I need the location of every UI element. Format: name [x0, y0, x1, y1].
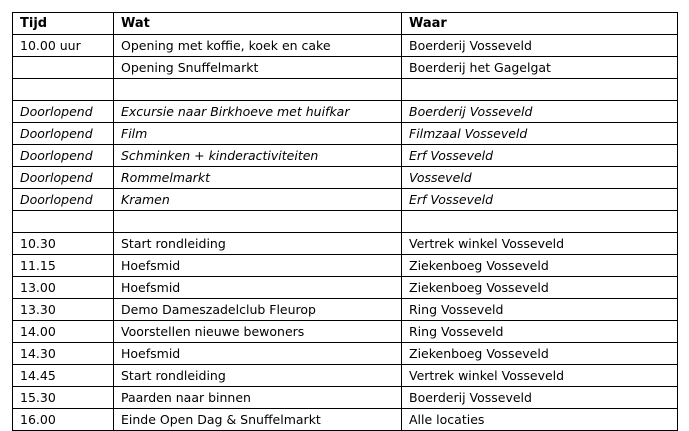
cell-where [402, 79, 678, 101]
table-row [13, 365, 678, 387]
cell-time: Doorlopend [13, 189, 114, 211]
cell-time [13, 79, 114, 101]
table-row [13, 233, 678, 255]
cell-what: Opening met koffie, koek en cake [114, 35, 402, 57]
table-row [13, 167, 678, 189]
cell-what: Film [114, 123, 402, 145]
table-row [13, 321, 678, 343]
cell-where: Vertrek winkel Vosseveld [402, 233, 678, 255]
cell-where: Vertrek winkel Vosseveld [402, 365, 678, 387]
cell-what: Opening Snuffelmarkt [114, 57, 402, 79]
cell-time: Doorlopend [13, 101, 114, 123]
cell-where [402, 211, 678, 233]
cell-time: 14.00 [13, 321, 114, 343]
cell-where: Erf Vosseveld [402, 189, 678, 211]
cell-where: Ziekenboeg Vosseveld [402, 343, 678, 365]
table-row [13, 57, 678, 79]
table-row [13, 189, 678, 211]
cell-time: 10.30 [13, 233, 114, 255]
table-row [13, 343, 678, 365]
table-row [13, 35, 678, 57]
cell-time: 11.15 [13, 255, 114, 277]
cell-where: Ziekenboeg Vosseveld [402, 255, 678, 277]
cell-where: Boerderij het Gagelgat [402, 57, 678, 79]
table-row [13, 299, 678, 321]
table-row [13, 123, 678, 145]
cell-what: Start rondleiding [114, 233, 402, 255]
header-row [13, 13, 678, 35]
cell-time: 10.00 uur [13, 35, 114, 57]
cell-what: Rommelmarkt [114, 167, 402, 189]
cell-time: Doorlopend [13, 123, 114, 145]
table-row [13, 145, 678, 167]
cell-where: Ring Vosseveld [402, 299, 678, 321]
cell-where: Filmzaal Vosseveld [402, 123, 678, 145]
cell-what: Hoefsmid [114, 255, 402, 277]
table-row [13, 101, 678, 123]
cell-what: Start rondleiding [114, 365, 402, 387]
header-time: Tijd [13, 13, 114, 35]
cell-what: Hoefsmid [114, 343, 402, 365]
cell-what: Schminken + kinderactiviteiten [114, 145, 402, 167]
cell-where: Vosseveld [402, 167, 678, 189]
cell-what: Demo Dameszadelclub Fleurop [114, 299, 402, 321]
table-row [13, 387, 678, 409]
cell-time: Doorlopend [13, 145, 114, 167]
cell-where: Erf Vosseveld [402, 145, 678, 167]
cell-what: Einde Open Dag & Snuffelmarkt [114, 409, 402, 431]
table-row [13, 211, 678, 233]
cell-what: Voorstellen nieuwe bewoners [114, 321, 402, 343]
cell-where: Boerderij Vosseveld [402, 101, 678, 123]
cell-time: 15.30 [13, 387, 114, 409]
table-row [13, 277, 678, 299]
cell-where: Boerderij Vosseveld [402, 387, 678, 409]
table-row [13, 79, 678, 101]
cell-what: Hoefsmid [114, 277, 402, 299]
cell-time: 16.00 [13, 409, 114, 431]
cell-what: Kramen [114, 189, 402, 211]
header-what: Wat [114, 13, 402, 35]
cell-what: Paarden naar binnen [114, 387, 402, 409]
cell-time: 13.00 [13, 277, 114, 299]
cell-time: 14.30 [13, 343, 114, 365]
cell-where: Boerderij Vosseveld [402, 35, 678, 57]
cell-where: Alle locaties [402, 409, 678, 431]
cell-time: Doorlopend [13, 167, 114, 189]
table-row [13, 255, 678, 277]
cell-where: Ziekenboeg Vosseveld [402, 277, 678, 299]
table-row [13, 409, 678, 431]
schedule-table [12, 12, 678, 431]
cell-time: 14.45 [13, 365, 114, 387]
cell-time [13, 57, 114, 79]
header-where: Waar [402, 13, 678, 35]
cell-time: 13.30 [13, 299, 114, 321]
schedule-body [13, 35, 678, 431]
cell-where: Ring Vosseveld [402, 321, 678, 343]
cell-what [114, 211, 402, 233]
cell-what: Excursie naar Birkhoeve met huifkar [114, 101, 402, 123]
cell-what [114, 79, 402, 101]
cell-time [13, 211, 114, 233]
